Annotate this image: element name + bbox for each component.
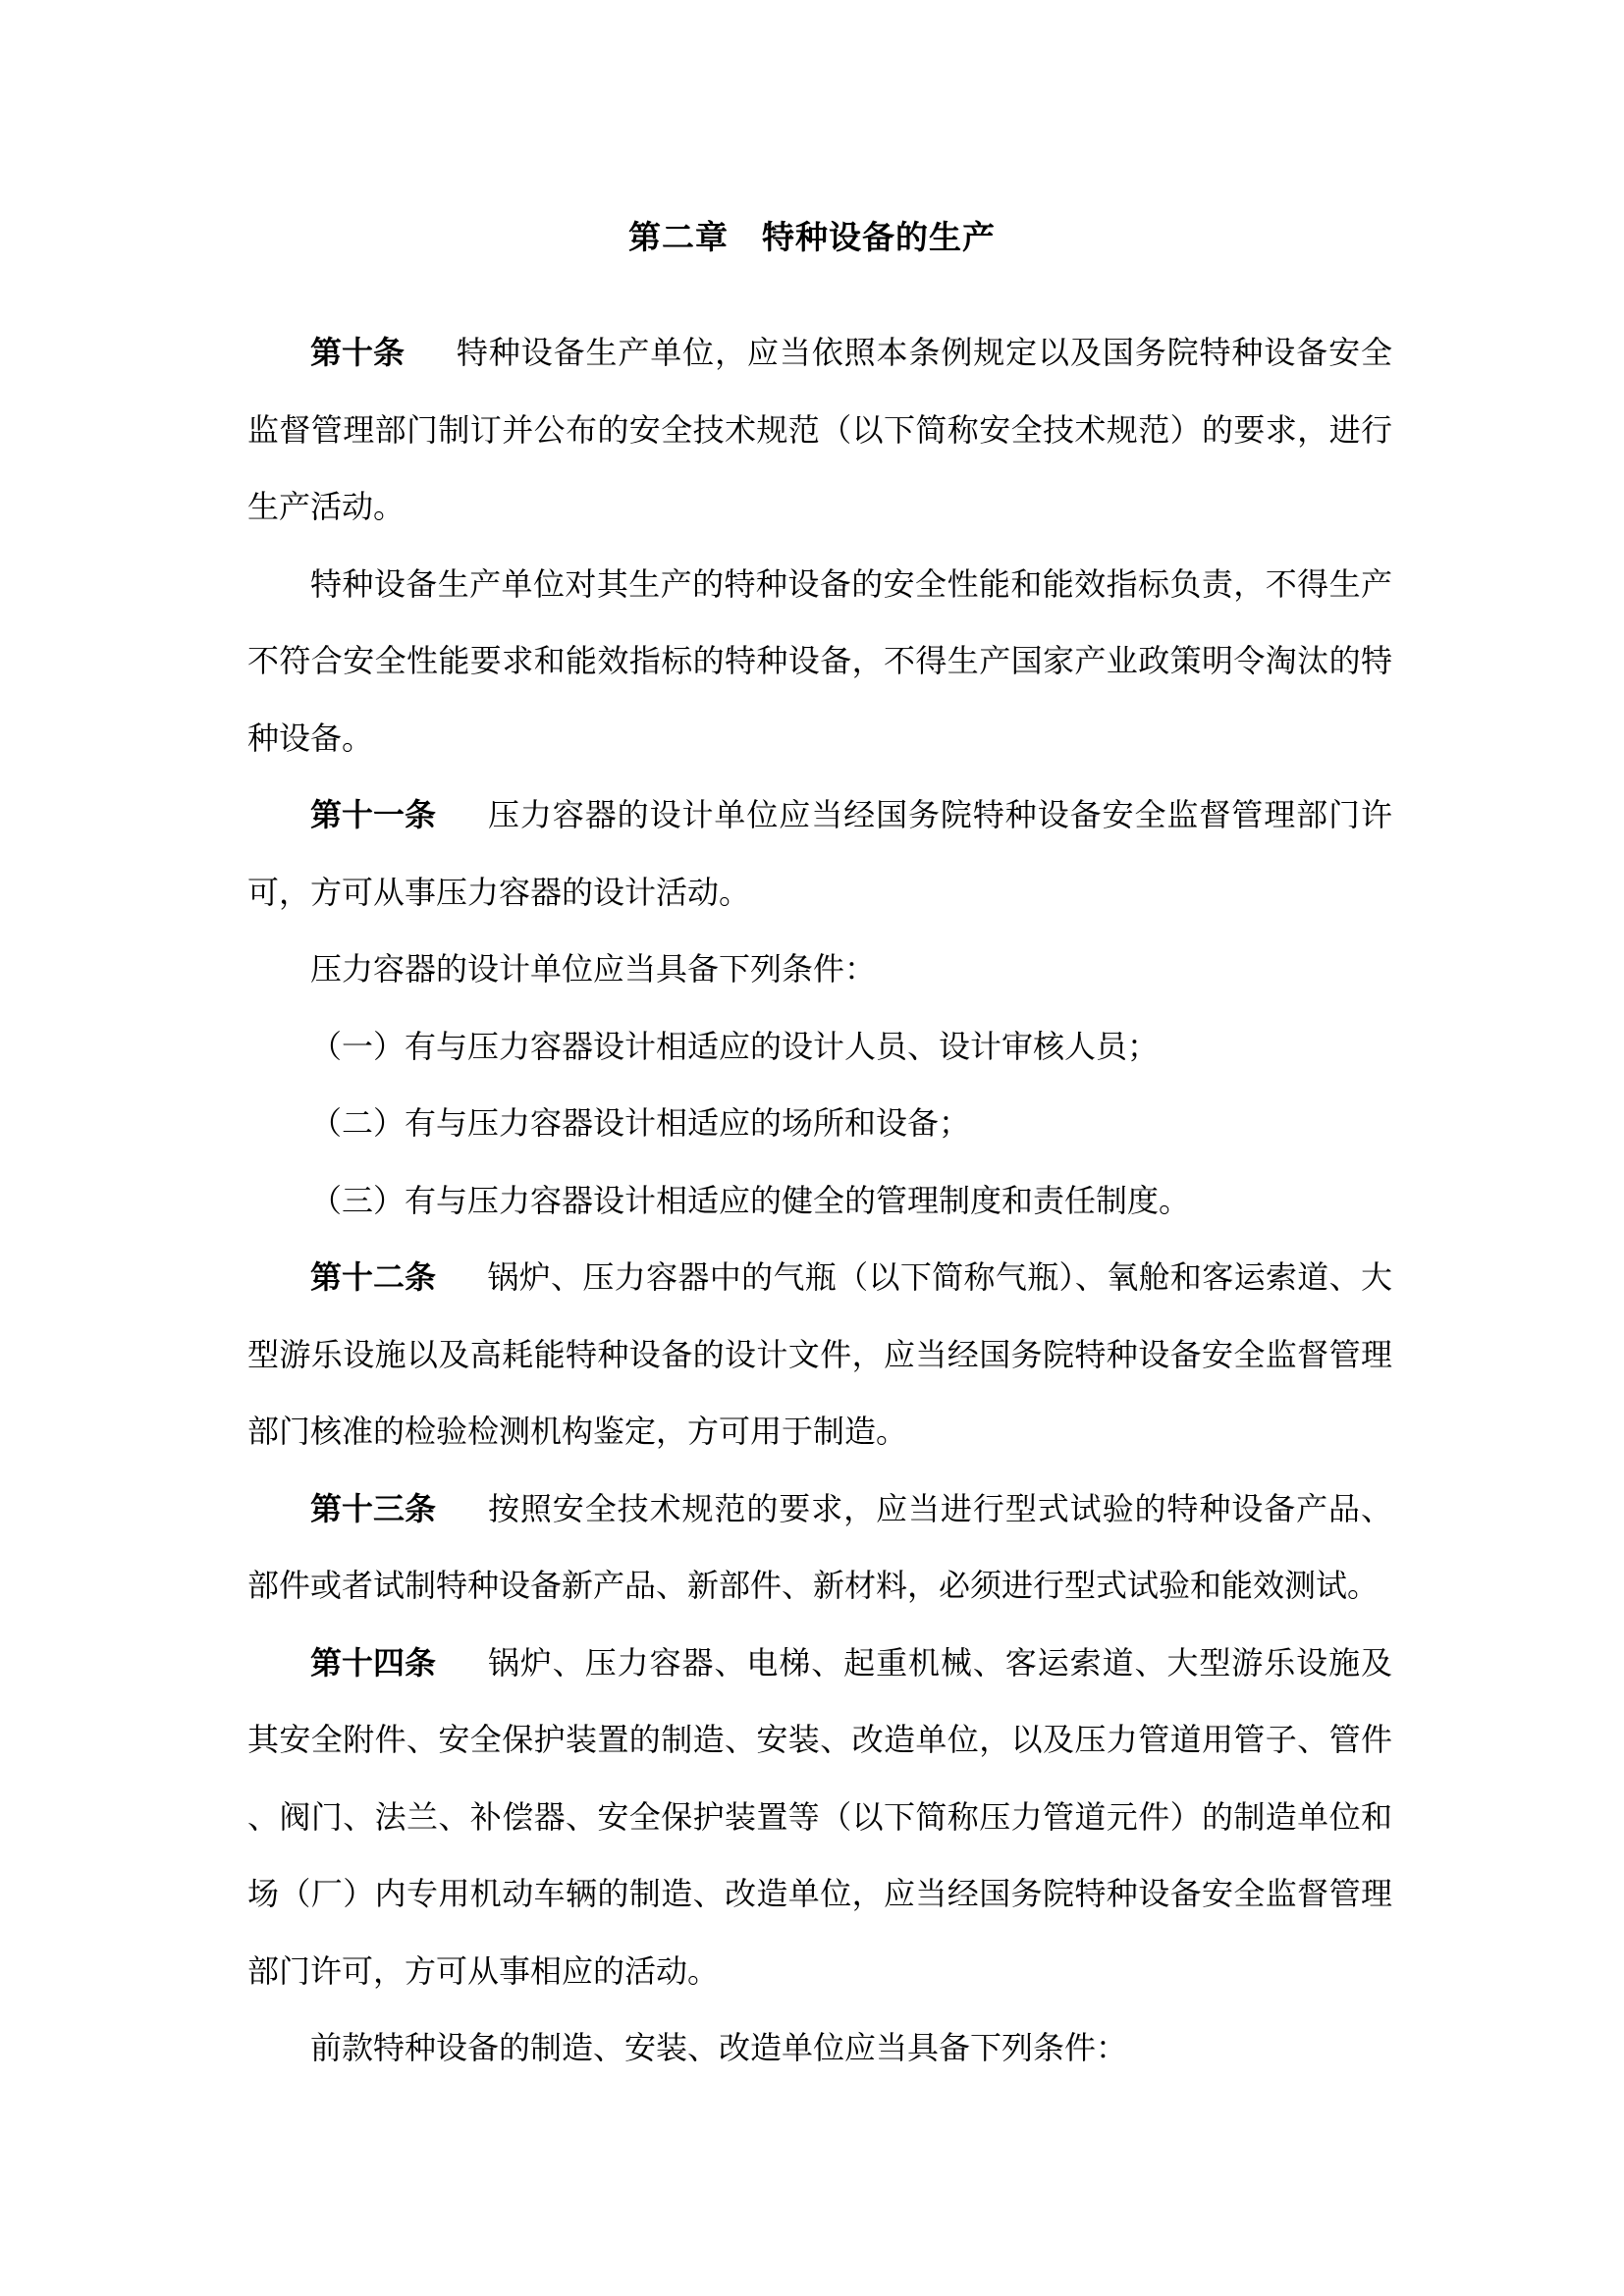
article-label: 第十一条 xyxy=(310,796,437,833)
list-item xyxy=(247,1162,1392,1240)
paragraph xyxy=(247,931,1392,1008)
list-item xyxy=(247,1008,1392,1086)
paragraph-text: 按照安全技术规范的要求，应当进行型式试验的特种设备产品、部件或者试制特种设备新产品、新部件、新材料，必须进行型式试验和能效测试。 xyxy=(247,1489,1392,1604)
article-label: 第十二条 xyxy=(310,1258,437,1296)
list-item-text: （三）有与压力容器设计相适应的健全的管理制度和责任制度。 xyxy=(310,1181,1191,1219)
document-body xyxy=(247,314,1392,2087)
paragraph-article-13 xyxy=(247,1470,1392,1625)
paragraph-article-11 xyxy=(247,776,1392,931)
paragraph-text: 压力容器的设计单位应当具备下列条件： xyxy=(310,950,877,988)
paragraph-text: 前款特种设备的制造、安装、改造单位应当具备下列条件： xyxy=(310,2029,1128,2066)
article-label: 第十三条 xyxy=(310,1489,437,1527)
paragraph-article-14 xyxy=(247,1625,1392,2010)
paragraph-article-12 xyxy=(247,1239,1392,1470)
list-item xyxy=(247,1085,1392,1162)
list-item-text: （一）有与压力容器设计相适应的设计人员、设计审核人员； xyxy=(310,1027,1160,1065)
paragraph-text: 锅炉、压力容器、电梯、起重机械、客运索道、大型游乐设施及其安全附件、安全保护装置的制造、安装、改造单位，以及压力管道用管子、管件、阀门、法兰、补偿器、安全保护装置等（以下简称压力管道元件）的制造单位和场（厂）内专用机动车辆的制造、改造单位，应当经国务院特种设备安全监督管理部门许可，方可从事相应的活动。 xyxy=(247,1643,1392,1990)
article-label: 第十四条 xyxy=(310,1643,437,1682)
paragraph-text: 特种设备生产单位，应当依照本条例规定以及国务院特种设备安全监督管理部门制订并公布的安全技术规范（以下简称安全技术规范）的要求，进行生产活动。 xyxy=(247,334,1392,525)
list-item-text: （二）有与压力容器设计相适应的场所和设备； xyxy=(310,1104,971,1142)
paragraph-text: 压力容器的设计单位应当经国务院特种设备安全监督管理部门许可，方可从事压力容器的设计活动。 xyxy=(247,796,1392,911)
paragraph xyxy=(247,546,1392,777)
article-label: 第十条 xyxy=(310,334,406,371)
paragraph-text: 特种设备生产单位对其生产的特种设备的安全性能和能效指标负责，不得生产不符合安全性能要求和能效指标的特种设备，不得生产国家产业政策明令淘汰的特种设备。 xyxy=(247,564,1392,757)
chapter-title: 第二章 特种设备的生产 xyxy=(628,218,996,256)
paragraph-text: 锅炉、压力容器中的气瓶（以下简称气瓶）、氧舱和客运索道、大型游乐设施以及高耗能特种设备的设计文件，应当经国务院特种设备安全监督管理部门核准的检验检测机构鉴定，方可用于制造。 xyxy=(247,1258,1392,1450)
paragraph-article-10 xyxy=(247,314,1392,546)
paragraph xyxy=(247,2009,1392,2087)
